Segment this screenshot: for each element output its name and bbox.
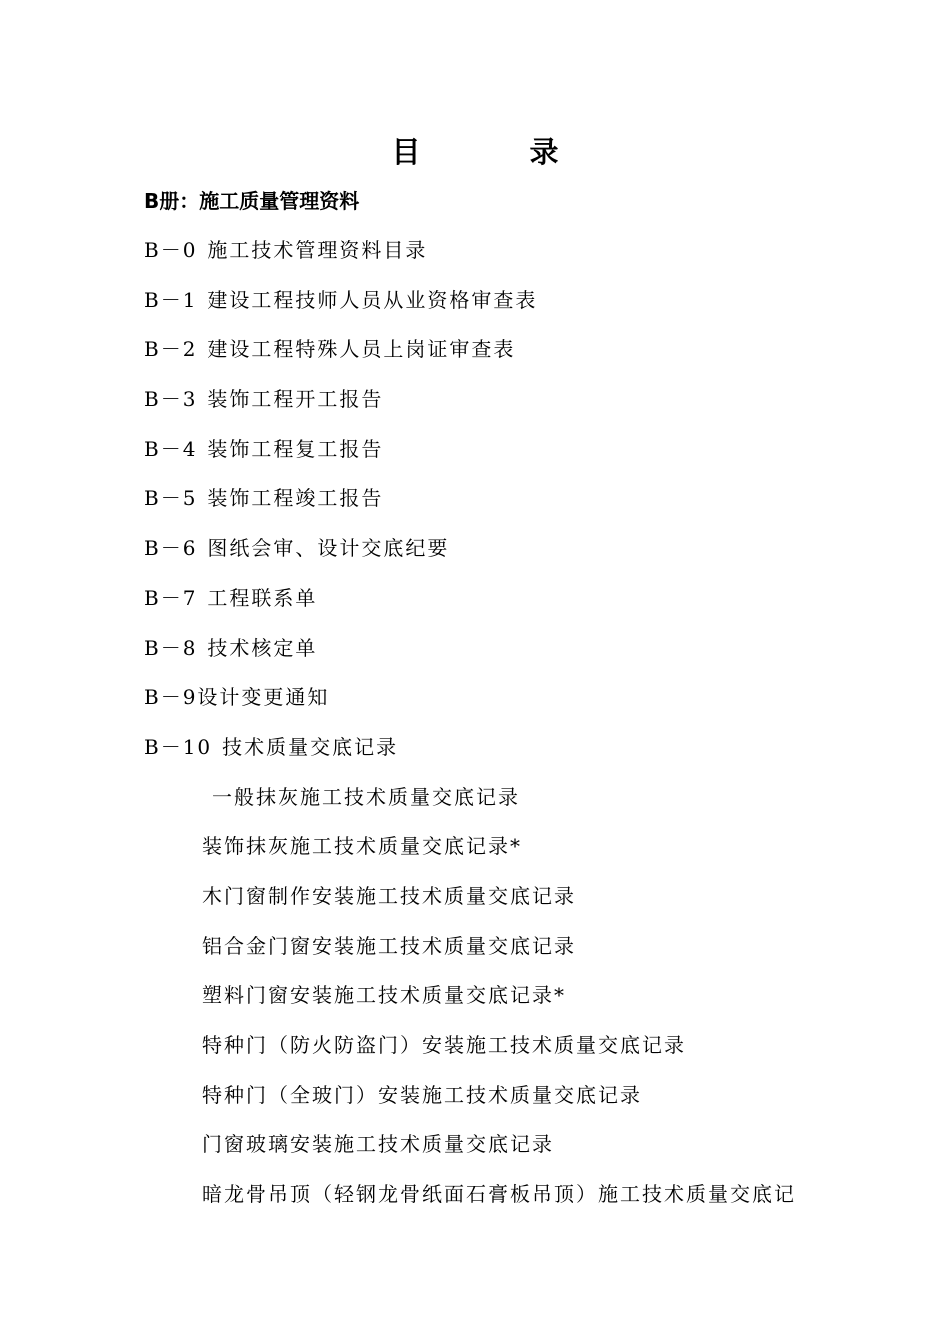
toc-list <box>0 232 950 1226</box>
toc-item-b2 <box>0 331 950 381</box>
toc-item-b4 <box>0 431 950 481</box>
toc-code: B－0 <box>144 238 198 262</box>
toc-text: 施工技术管理资料目录 <box>207 238 428 262</box>
section-title: B册：施工质量管理资料 <box>144 189 360 213</box>
toc-item-b7 <box>0 580 950 630</box>
toc-code: B－8 <box>144 635 198 660</box>
toc-text: 装饰工程开工报告 <box>207 387 384 412</box>
toc-code: B－3 <box>144 387 198 412</box>
toc-code: B－4 <box>144 436 198 461</box>
toc-item-b1 <box>0 282 950 332</box>
toc-code: B－7 <box>144 585 198 610</box>
toc-code: B－2 <box>144 337 198 362</box>
toc-code: B－10 <box>144 734 213 759</box>
toc-subitem: 特种门（全玻门）安装施工技术质量交底记录 <box>202 1082 642 1107</box>
toc-code: B－5 <box>144 486 198 511</box>
toc-text: 技术质量交底记录 <box>222 734 399 759</box>
toc-subitem: 特种门（防火防盗门）安装施工技术质量交底记录 <box>202 1033 686 1057</box>
toc-item-b10 <box>0 729 950 779</box>
toc-item-b0 <box>0 232 950 282</box>
toc-subitem: 一般抹灰施工技术质量交底记录 <box>212 784 520 809</box>
toc-subitem: 暗龙骨吊顶（轻钢龙骨纸面石膏板吊顶）施工技术质量交底记 <box>202 1182 796 1207</box>
toc-item-b9 <box>0 679 950 729</box>
toc-item-b8 <box>0 630 950 680</box>
toc-item-b5 <box>0 480 950 530</box>
toc-subitem: 装饰抹灰施工技术质量交底记录* <box>202 834 522 859</box>
toc-code: B－6 <box>144 536 198 561</box>
toc-item-b3 <box>0 381 950 431</box>
toc-subitem: 铝合金门窗安装施工技术质量交底记录 <box>202 933 576 958</box>
toc-text: 建设工程特殊人员上岗证审查表 <box>207 337 516 362</box>
toc-code: B－1 <box>144 287 198 312</box>
toc-text: 设计变更通知 <box>197 685 330 710</box>
page-title: 目 录 <box>391 135 599 169</box>
toc-text: 图纸会审、设计交底纪要 <box>207 536 450 561</box>
toc-item-b6 <box>0 530 950 580</box>
toc-text: 建设工程技师人员从业资格审查表 <box>207 287 538 312</box>
toc-subitem: 木门窗制作安装施工技术质量交底记录 <box>202 883 576 908</box>
toc-subitem: 门窗玻璃安装施工技术质量交底记录 <box>202 1132 554 1157</box>
toc-text: 装饰工程竣工报告 <box>207 486 384 511</box>
toc-text: 工程联系单 <box>207 585 318 610</box>
toc-code: B－9 <box>144 685 198 710</box>
toc-text: 装饰工程复工报告 <box>207 436 384 461</box>
toc-text: 技术核定单 <box>207 635 318 660</box>
toc-subitem: 塑料门窗安装施工技术质量交底记录* <box>202 983 566 1008</box>
